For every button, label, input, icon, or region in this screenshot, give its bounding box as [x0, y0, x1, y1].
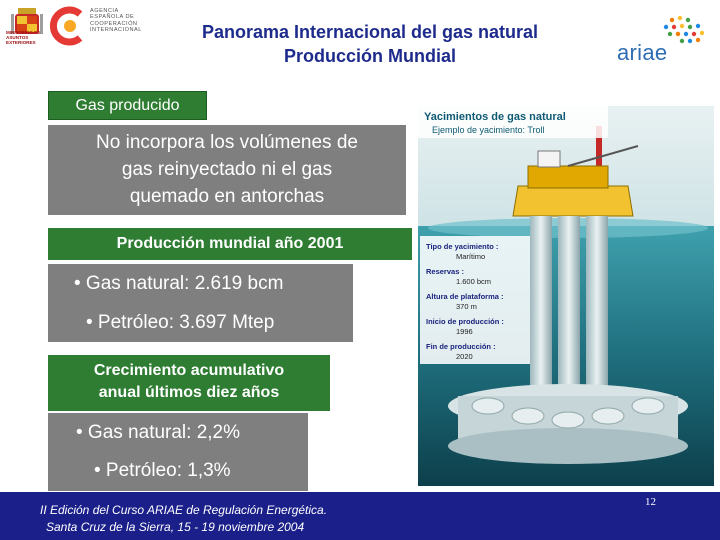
crecimiento-header-line: anual últimos diez años	[98, 384, 280, 401]
crecimiento-item-gas: • Gas natural: 2,2%	[48, 413, 308, 451]
slide-number: 12	[645, 496, 656, 508]
fact-value: 370 m	[456, 302, 477, 311]
aecid-text-line: ESPAÑOLA DE	[90, 14, 135, 21]
ariae-logo-text: ariae	[617, 40, 668, 65]
slide-title	[160, 20, 580, 68]
fact-value: 2020	[456, 352, 473, 361]
footer-location-line: Santa Cruz de la Sierra, 15 - 19 noviembre 2004	[46, 520, 305, 534]
produccion-item-petroleo: • Petróleo: 3.697 Mtep	[48, 304, 353, 342]
crecimiento-header-line: Crecimiento acumulativo	[93, 362, 285, 379]
fact-value: 1996	[456, 327, 473, 336]
aecid-logo-mark	[50, 6, 86, 46]
fact-label: Reservas :	[426, 267, 464, 276]
no-incorpora-line: No incorpora los volúmenes de	[96, 132, 358, 153]
gas-producido-label: Gas producido	[48, 91, 207, 120]
slide-title-line1: Panorama Internacional del gas natural	[201, 22, 539, 42]
aecid-text-line: INTERNACIONAL	[90, 27, 142, 34]
fact-value: 1.600 bcm	[456, 277, 492, 286]
fact-label: Tipo de yacimiento :	[426, 242, 499, 251]
illustration-subtitle: Ejemplo de yacimiento: Troll	[432, 125, 545, 135]
no-incorpora-line: gas reinyectado ni el gas	[121, 159, 333, 180]
no-incorpora-line: quemado en antorchas	[129, 186, 325, 207]
crecimiento-header	[48, 355, 330, 411]
ministry-caption: MINISTERIO DE ASUNTOS EXTERIORES	[6, 30, 41, 45]
fact-label: Fin de producción :	[426, 342, 496, 351]
illustration-title: Yacimientos de gas natural	[424, 111, 566, 123]
aecid-logo-text	[90, 8, 160, 34]
fact-value: Marítimo	[456, 252, 486, 261]
slide-title-line2: Producción Mundial	[283, 46, 456, 66]
produccion-item-gas: • Gas natural: 2.619 bcm	[48, 264, 353, 304]
fact-label: Inicio de producción :	[426, 317, 504, 326]
troll-platform-illustration	[418, 106, 714, 486]
produccion-header: Producción mundial año 2001	[48, 228, 412, 260]
crecimiento-item-petroleo: • Petróleo: 1,3%	[48, 451, 308, 491]
no-incorpora-box	[48, 125, 406, 215]
aecid-text-line: AGENCIA	[90, 8, 119, 14]
aecid-text-line: COOPERACIÓN	[90, 20, 138, 27]
footer-course-line: II Edición del Curso ARIAE de Regulación Energética.	[40, 503, 328, 517]
fact-label: Altura de plataforma :	[426, 292, 504, 301]
